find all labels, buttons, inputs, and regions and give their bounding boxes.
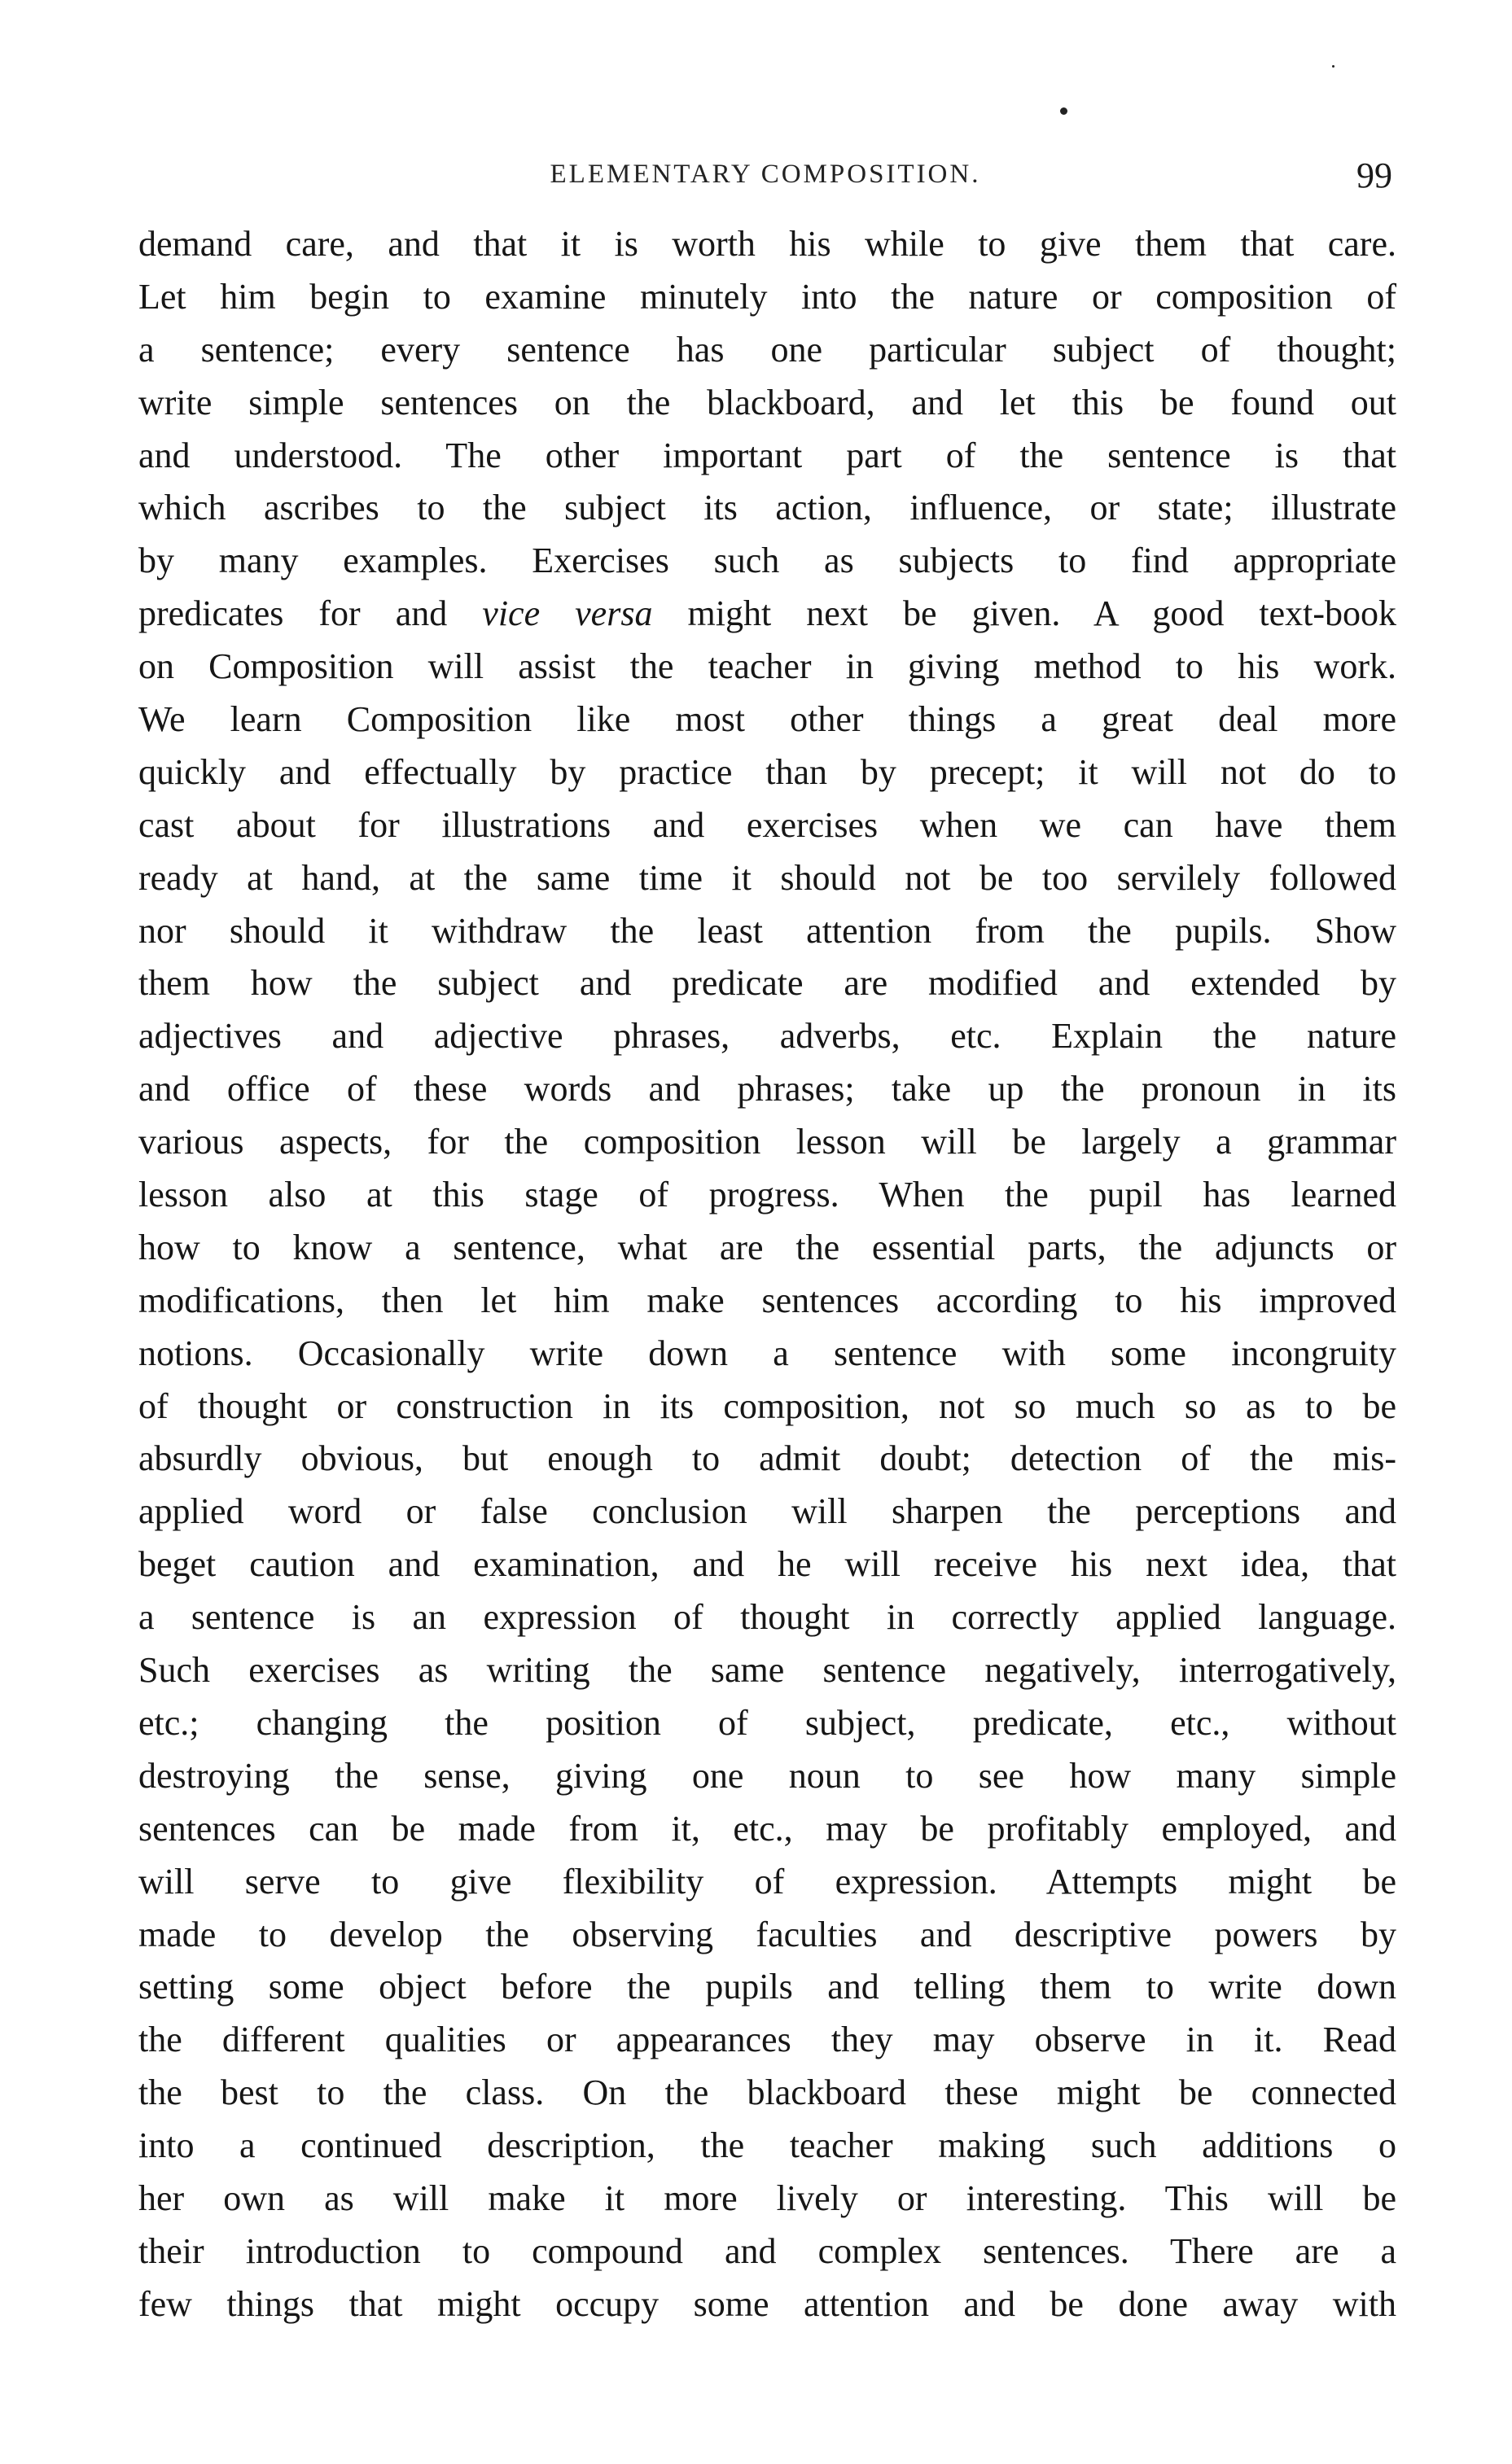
text-line: notions. Occasionally write down a sentence with some incongruity bbox=[138, 1333, 1396, 1373]
text-line: cast about for illustrations and exercises when we can have them bbox=[138, 804, 1396, 845]
text-line: sentences can be made from it, etc., may be profitably employed, and bbox=[138, 1808, 1396, 1849]
text-line: on Composition will assist the teacher in giving method to his work. bbox=[138, 646, 1396, 687]
text-line: lesson also at this stage of progress. When the pupil has learned bbox=[138, 1175, 1396, 1215]
text-line: and understood. The other important part of the sentence is that bbox=[138, 435, 1396, 475]
text-line: into a continued description, the teacher making such additions o bbox=[138, 2125, 1396, 2166]
text-line: ready at hand, at the same time it should not be too servilely followed bbox=[138, 857, 1396, 898]
text-line: how to know a sentence, what are the essential parts, the adjuncts or bbox=[138, 1227, 1396, 1267]
text-line bbox=[138, 588, 1396, 641]
text-line: destroying the sense, giving one noun to see how many simple bbox=[138, 1755, 1396, 1796]
text-line: Such exercises as writing the same sentence negatively, interrogatively, bbox=[138, 1650, 1396, 1691]
text-line: modifications, then let him make sentences according to his improved bbox=[138, 1280, 1396, 1320]
text-line: a sentence is an expression of thought in correctly applied language. bbox=[138, 1597, 1396, 1638]
text-line: nor should it withdraw the least attention from the pupils. Show bbox=[138, 910, 1396, 951]
body-text bbox=[138, 218, 1396, 2331]
text-run: might next be given. A good text-book bbox=[652, 593, 1396, 634]
text-line: adjectives and adjective phrases, adverbs, etc. Explain the nature bbox=[138, 1016, 1396, 1057]
text-line: quickly and effectually by practice than by precept; it will not do to bbox=[138, 751, 1396, 792]
ink-speck bbox=[1060, 107, 1067, 115]
text-line: applied word or false conclusion will sharpen the perceptions and bbox=[138, 1491, 1396, 1532]
italic-phrase: vice versa bbox=[482, 593, 653, 634]
ink-speck bbox=[1332, 65, 1335, 68]
text-line: setting some object before the pupils and telling them to write down bbox=[138, 1967, 1396, 2007]
text-line: a sentence; every sentence has one particular subject of thought; bbox=[138, 329, 1396, 370]
text-line: Let him begin to examine minutely into the nature or composition of bbox=[138, 276, 1396, 317]
text-line: etc.; changing the position of subject, predicate, etc., without bbox=[138, 1702, 1396, 1743]
text-line: which ascribes to the subject its action, influence, or state; illustrate bbox=[138, 488, 1396, 528]
text-line: absurdly obvious, but enough to admit doubt; detection of the mis- bbox=[138, 1438, 1396, 1479]
text-line: few things that might occupy some attention and be done away with bbox=[138, 2283, 1396, 2324]
text-line: made to develop the observing faculties and descriptive powers by bbox=[138, 1914, 1396, 1954]
text-line: the best to the class. On the blackboard these might be connected bbox=[138, 2072, 1396, 2113]
text-line: their introduction to compound and complex sentences. There are a bbox=[138, 2230, 1396, 2271]
text-line: beget caution and examination, and he will receive his next idea, that bbox=[138, 1544, 1396, 1585]
text-line: the different qualities or appearances they may observe in it. Read bbox=[138, 2020, 1396, 2060]
text-line: them how the subject and predicate are modified and extended by bbox=[138, 963, 1396, 1004]
running-title: ELEMENTARY COMPOSITION. bbox=[550, 160, 981, 189]
text-line: her own as will make it more lively or interesting. This will be bbox=[138, 2177, 1396, 2218]
text-line: We learn Composition like most other things a great deal more bbox=[138, 699, 1396, 740]
text-line: and office of these words and phrases; take up the pronoun in its bbox=[138, 1069, 1396, 1109]
page-header bbox=[138, 155, 1392, 204]
text-run: predicates for and bbox=[138, 593, 483, 634]
page-number: 99 bbox=[1356, 155, 1392, 195]
text-line: write simple sentences on the blackboard, and let this be found out bbox=[138, 382, 1396, 422]
text-line: of thought or construction in its composition, not so much so as to be bbox=[138, 1385, 1396, 1426]
text-line: various aspects, for the composition lesson will be largely a grammar bbox=[138, 1122, 1396, 1162]
text-line: will serve to give flexibility of expression. Attempts might be bbox=[138, 1861, 1396, 1902]
text-line: demand care, and that it is worth his while to give them that care. bbox=[138, 224, 1396, 264]
text-line: by many examples. Exercises such as subjects to find appropriate bbox=[138, 541, 1396, 581]
